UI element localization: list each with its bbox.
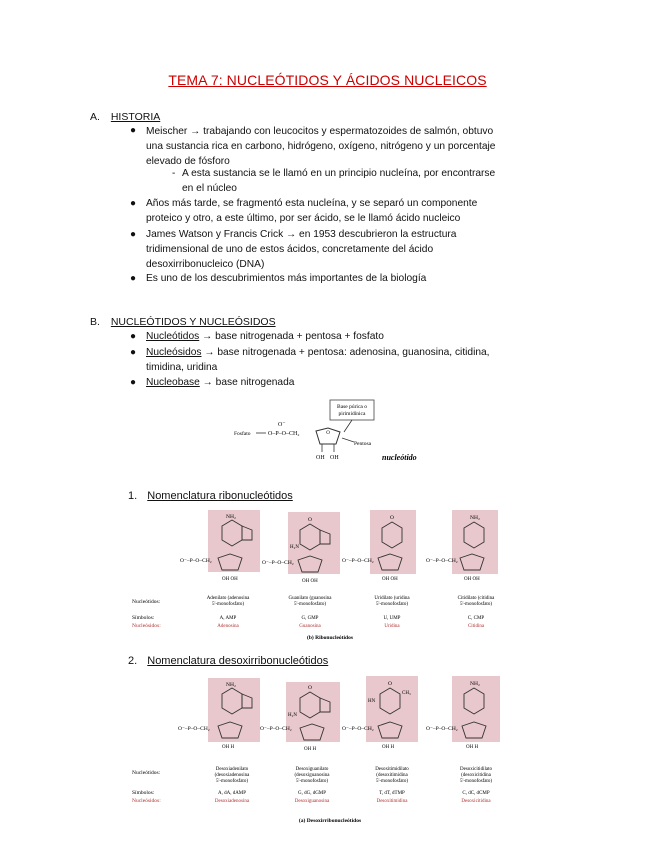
svg-text:O⁻–P–O–CH₂: O⁻–P–O–CH₂ xyxy=(180,558,212,564)
deoxy-heading xyxy=(128,655,328,667)
bullet-icon: ● xyxy=(130,198,137,209)
svg-text:O⁻–P–O–CH₂: O⁻–P–O–CH₂ xyxy=(426,558,458,564)
row-label-symbols: Símbolos: xyxy=(132,790,155,796)
term-nucleobase: Nucleobase xyxy=(146,377,200,388)
nucleotide-diagram xyxy=(232,398,432,468)
deoxyribonucleotides-figure xyxy=(130,672,530,832)
text-line: Meischer → trabajando con leucocitos y espermatozoides de salmón, obtuvo xyxy=(146,126,494,137)
deoxy-nucleoside: Desoxitimidina xyxy=(376,799,408,804)
ribo-nucleoside: Citidina xyxy=(467,624,485,629)
ribo-number: 1. xyxy=(128,490,138,502)
phosphate-o: O⁻ xyxy=(278,422,286,428)
svg-text:O: O xyxy=(308,685,312,691)
bullet-icon: ● xyxy=(130,229,137,240)
deoxy-nucleoside: Desoxicitidina xyxy=(461,799,491,804)
svg-text:OH OH: OH OH xyxy=(464,577,480,582)
svg-text:O⁻–P–O–CH₂: O⁻–P–O–CH₂ xyxy=(262,560,294,566)
bullet-icon: ● xyxy=(130,331,137,342)
deoxy-caption: (a) Desoxirribonucleótidos xyxy=(298,818,362,824)
nucleobase-item xyxy=(146,375,528,390)
definition-text: → base nitrogenada xyxy=(199,377,295,388)
svg-text:O: O xyxy=(308,517,312,523)
deoxy-name: (desoxicitidina xyxy=(461,773,491,778)
term-nucleosidos: Nucleósidos xyxy=(146,347,202,358)
ribo-nucleoside: Uridina xyxy=(384,624,400,629)
deoxy-symbol: C, dC, dCMP xyxy=(462,791,490,796)
svg-text:NH₂: NH₂ xyxy=(470,681,480,687)
svg-text:OH H: OH H xyxy=(466,745,479,750)
svg-text:CH₃: CH₃ xyxy=(402,691,411,696)
deoxy-name: (desoxiguanosina xyxy=(294,773,330,778)
deoxy-name: 5'-monofosfato) xyxy=(459,779,493,784)
svg-text:O⁻–P–O–CH₂: O⁻–P–O–CH₂ xyxy=(342,726,374,732)
phosphate-group: O–P–O–CH₂ xyxy=(268,431,300,437)
oh-label: OH xyxy=(330,455,339,461)
text-line: Es uno de los descubrimientos más importantes de la biología xyxy=(146,273,427,284)
deoxy-name: (desoxiadenosina xyxy=(214,773,250,778)
svg-text:O⁻–P–O–CH₂: O⁻–P–O–CH₂ xyxy=(342,558,374,564)
bullet-icon: ● xyxy=(130,377,137,388)
base-box-line2: pirimidínica xyxy=(338,411,366,417)
ribo-symbol: U, UMP xyxy=(383,616,401,621)
ribo-name: 5'-monofosfato) xyxy=(211,602,245,607)
svg-text:OH H: OH H xyxy=(304,747,317,752)
section-b-heading xyxy=(90,316,276,328)
svg-text:O⁻–P–O–CH₂: O⁻–P–O–CH₂ xyxy=(426,726,458,732)
text-line: en el núcleo xyxy=(182,183,237,194)
deoxy-name: Desoxiadenilato xyxy=(215,767,249,772)
deoxy-name: 5'-monofosfato) xyxy=(295,779,329,784)
deoxy-nucleoside: Desoxiguanosina xyxy=(294,799,330,804)
svg-text:NH₂: NH₂ xyxy=(470,515,480,521)
deoxy-symbol: T, dT, dTMP xyxy=(379,791,405,796)
svg-text:OH H: OH H xyxy=(222,745,235,750)
phosphate-label: Fosfato xyxy=(234,431,251,437)
ribo-name: Uridilato (uridina xyxy=(374,596,410,601)
deoxy-symbol: A, dA, dAMP xyxy=(217,791,247,796)
bullet-icon: ● xyxy=(130,273,137,284)
svg-text:OH OH: OH OH xyxy=(382,577,398,582)
ribonucleotides-figure xyxy=(130,506,530,646)
text-line: proteico y otro, a este último, por ser ácido, se le llamó ácido nucleico xyxy=(146,213,461,224)
ribo-name: 5'-monofosfato) xyxy=(375,602,409,607)
historia-item-4 xyxy=(146,271,528,286)
deoxy-nucleoside: Desoxiadenosina xyxy=(214,799,250,804)
svg-text:OH OH: OH OH xyxy=(302,579,318,584)
deoxy-number: 2. xyxy=(128,655,138,667)
page-title: TEMA 7: NUCLEÓTIDOS Y ÁCIDOS NUCLEICOS xyxy=(168,72,487,88)
oh-label: OH xyxy=(316,455,325,461)
text-line: timidina, uridina xyxy=(146,362,218,373)
nucleosidos-item xyxy=(146,345,528,375)
svg-text:NH₂: NH₂ xyxy=(226,682,236,688)
thymine-base-shade xyxy=(366,676,418,742)
guanine-base-shade xyxy=(286,682,340,742)
deoxy-name: 5'-monofosfato) xyxy=(215,779,249,784)
deoxy-title: Nomenclatura desoxirribonucleótidos xyxy=(147,655,329,667)
section-b-marker: B. xyxy=(90,316,100,328)
definition-text: → base nitrogenada + pentosa: adenosina, guanosina, citidina, xyxy=(201,347,490,358)
svg-text:OH H: OH H xyxy=(382,745,395,750)
ribo-nucleoside: Guanosina xyxy=(299,624,321,629)
definition-text: → base nitrogenada + pentosa + fosfato xyxy=(199,331,384,342)
svg-text:O: O xyxy=(390,515,394,521)
ribo-name: 5'-monofosfato) xyxy=(293,602,327,607)
svg-text:HN: HN xyxy=(368,699,376,704)
row-label-nucleoside: Nucleósidos: xyxy=(132,623,161,629)
historia-subitem xyxy=(182,166,528,196)
ribo-name: Citidilato (citidina xyxy=(457,596,495,601)
historia-item-1 xyxy=(146,124,528,169)
text-line: tridimensional de uno de estos ácidos, concretamente del ácido xyxy=(146,244,434,255)
deoxy-name: (desoxitimidina xyxy=(376,773,408,778)
ribo-name: Adenilato (adenosina xyxy=(206,596,250,601)
deoxy-symbol: G, dG, dGMP xyxy=(297,791,327,796)
svg-text:NH₂: NH₂ xyxy=(226,514,236,520)
svg-text:O: O xyxy=(326,431,330,436)
historia-item-2 xyxy=(146,196,528,226)
deoxy-name: Desoxitimidilato xyxy=(375,767,409,772)
svg-text:OH OH: OH OH xyxy=(222,577,238,582)
nucleotidos-item xyxy=(146,329,528,344)
text-line: James Watson y Francis Crick → en 1953 descubrieron la estructura xyxy=(146,229,457,240)
ribo-nucleoside: Adenosina xyxy=(217,624,239,629)
section-a-heading xyxy=(90,111,160,123)
text-line: Años más tarde, se fragmentó esta nucleína, y se separó un componente xyxy=(146,198,478,209)
text-line: elevado de fósforo xyxy=(146,156,230,167)
guanine-base-shade xyxy=(288,512,340,574)
dash-icon: - xyxy=(172,168,176,179)
row-label-symbols: Símbolos: xyxy=(132,615,155,621)
row-label-nucleotide: Nucleótidos: xyxy=(132,770,161,776)
text-line: desoxirribonucleico (DNA) xyxy=(146,259,265,270)
deoxy-name: Desoxiguanilato xyxy=(295,767,329,772)
ribo-symbol: C, CMP xyxy=(467,616,485,621)
ribo-name: 5'-monofosfato) xyxy=(459,602,493,607)
svg-text:H₂N: H₂N xyxy=(288,713,297,718)
deoxy-name: 5'-monofosfato) xyxy=(375,779,409,784)
pentose-label: Pentosa xyxy=(354,441,372,447)
base-box-line1: Base púrica o xyxy=(337,404,367,410)
svg-text:O⁻–P–O–CH₂: O⁻–P–O–CH₂ xyxy=(178,726,210,732)
svg-text:O: O xyxy=(388,681,392,687)
term-nucleotidos: Nucleótidos xyxy=(146,331,200,342)
bullet-icon: ● xyxy=(130,347,137,358)
bullet-icon: ● xyxy=(130,125,137,136)
svg-text:H₂N: H₂N xyxy=(290,545,299,550)
ribo-caption: (b) Ribonucleótidos xyxy=(307,635,353,641)
deoxy-name: Desoxicitidilato xyxy=(460,767,492,772)
ribo-title: Nomenclatura ribonucleótidos xyxy=(147,490,293,502)
ribo-heading xyxy=(128,490,293,502)
section-a-label: HISTORIA xyxy=(110,111,161,123)
ribo-symbol: A, AMP xyxy=(219,616,237,621)
ribo-name: Guanilato (guanosina xyxy=(288,596,332,601)
svg-text:O⁻–P–O–CH₂: O⁻–P–O–CH₂ xyxy=(260,726,292,732)
base-box xyxy=(330,400,374,420)
row-label-nucleotide: Nucleótidos: xyxy=(132,599,161,605)
text-line: A esta sustancia se le llamó en un principio nucleína, por encontrarse xyxy=(182,168,496,179)
section-b-label: NUCLEÓTIDOS Y NUCLEÓSIDOS xyxy=(110,316,276,328)
ribo-symbol: G, GMP xyxy=(301,616,319,621)
section-a-marker: A. xyxy=(90,111,100,123)
nucleotide-caption: nucleótido xyxy=(382,453,417,462)
text-line: una sustancia rica en carbono, hidrógeno, oxígeno, nitrógeno y un porcentaje xyxy=(146,141,496,152)
historia-item-3 xyxy=(146,227,528,272)
row-label-nucleoside: Nucleósidos: xyxy=(132,798,161,804)
